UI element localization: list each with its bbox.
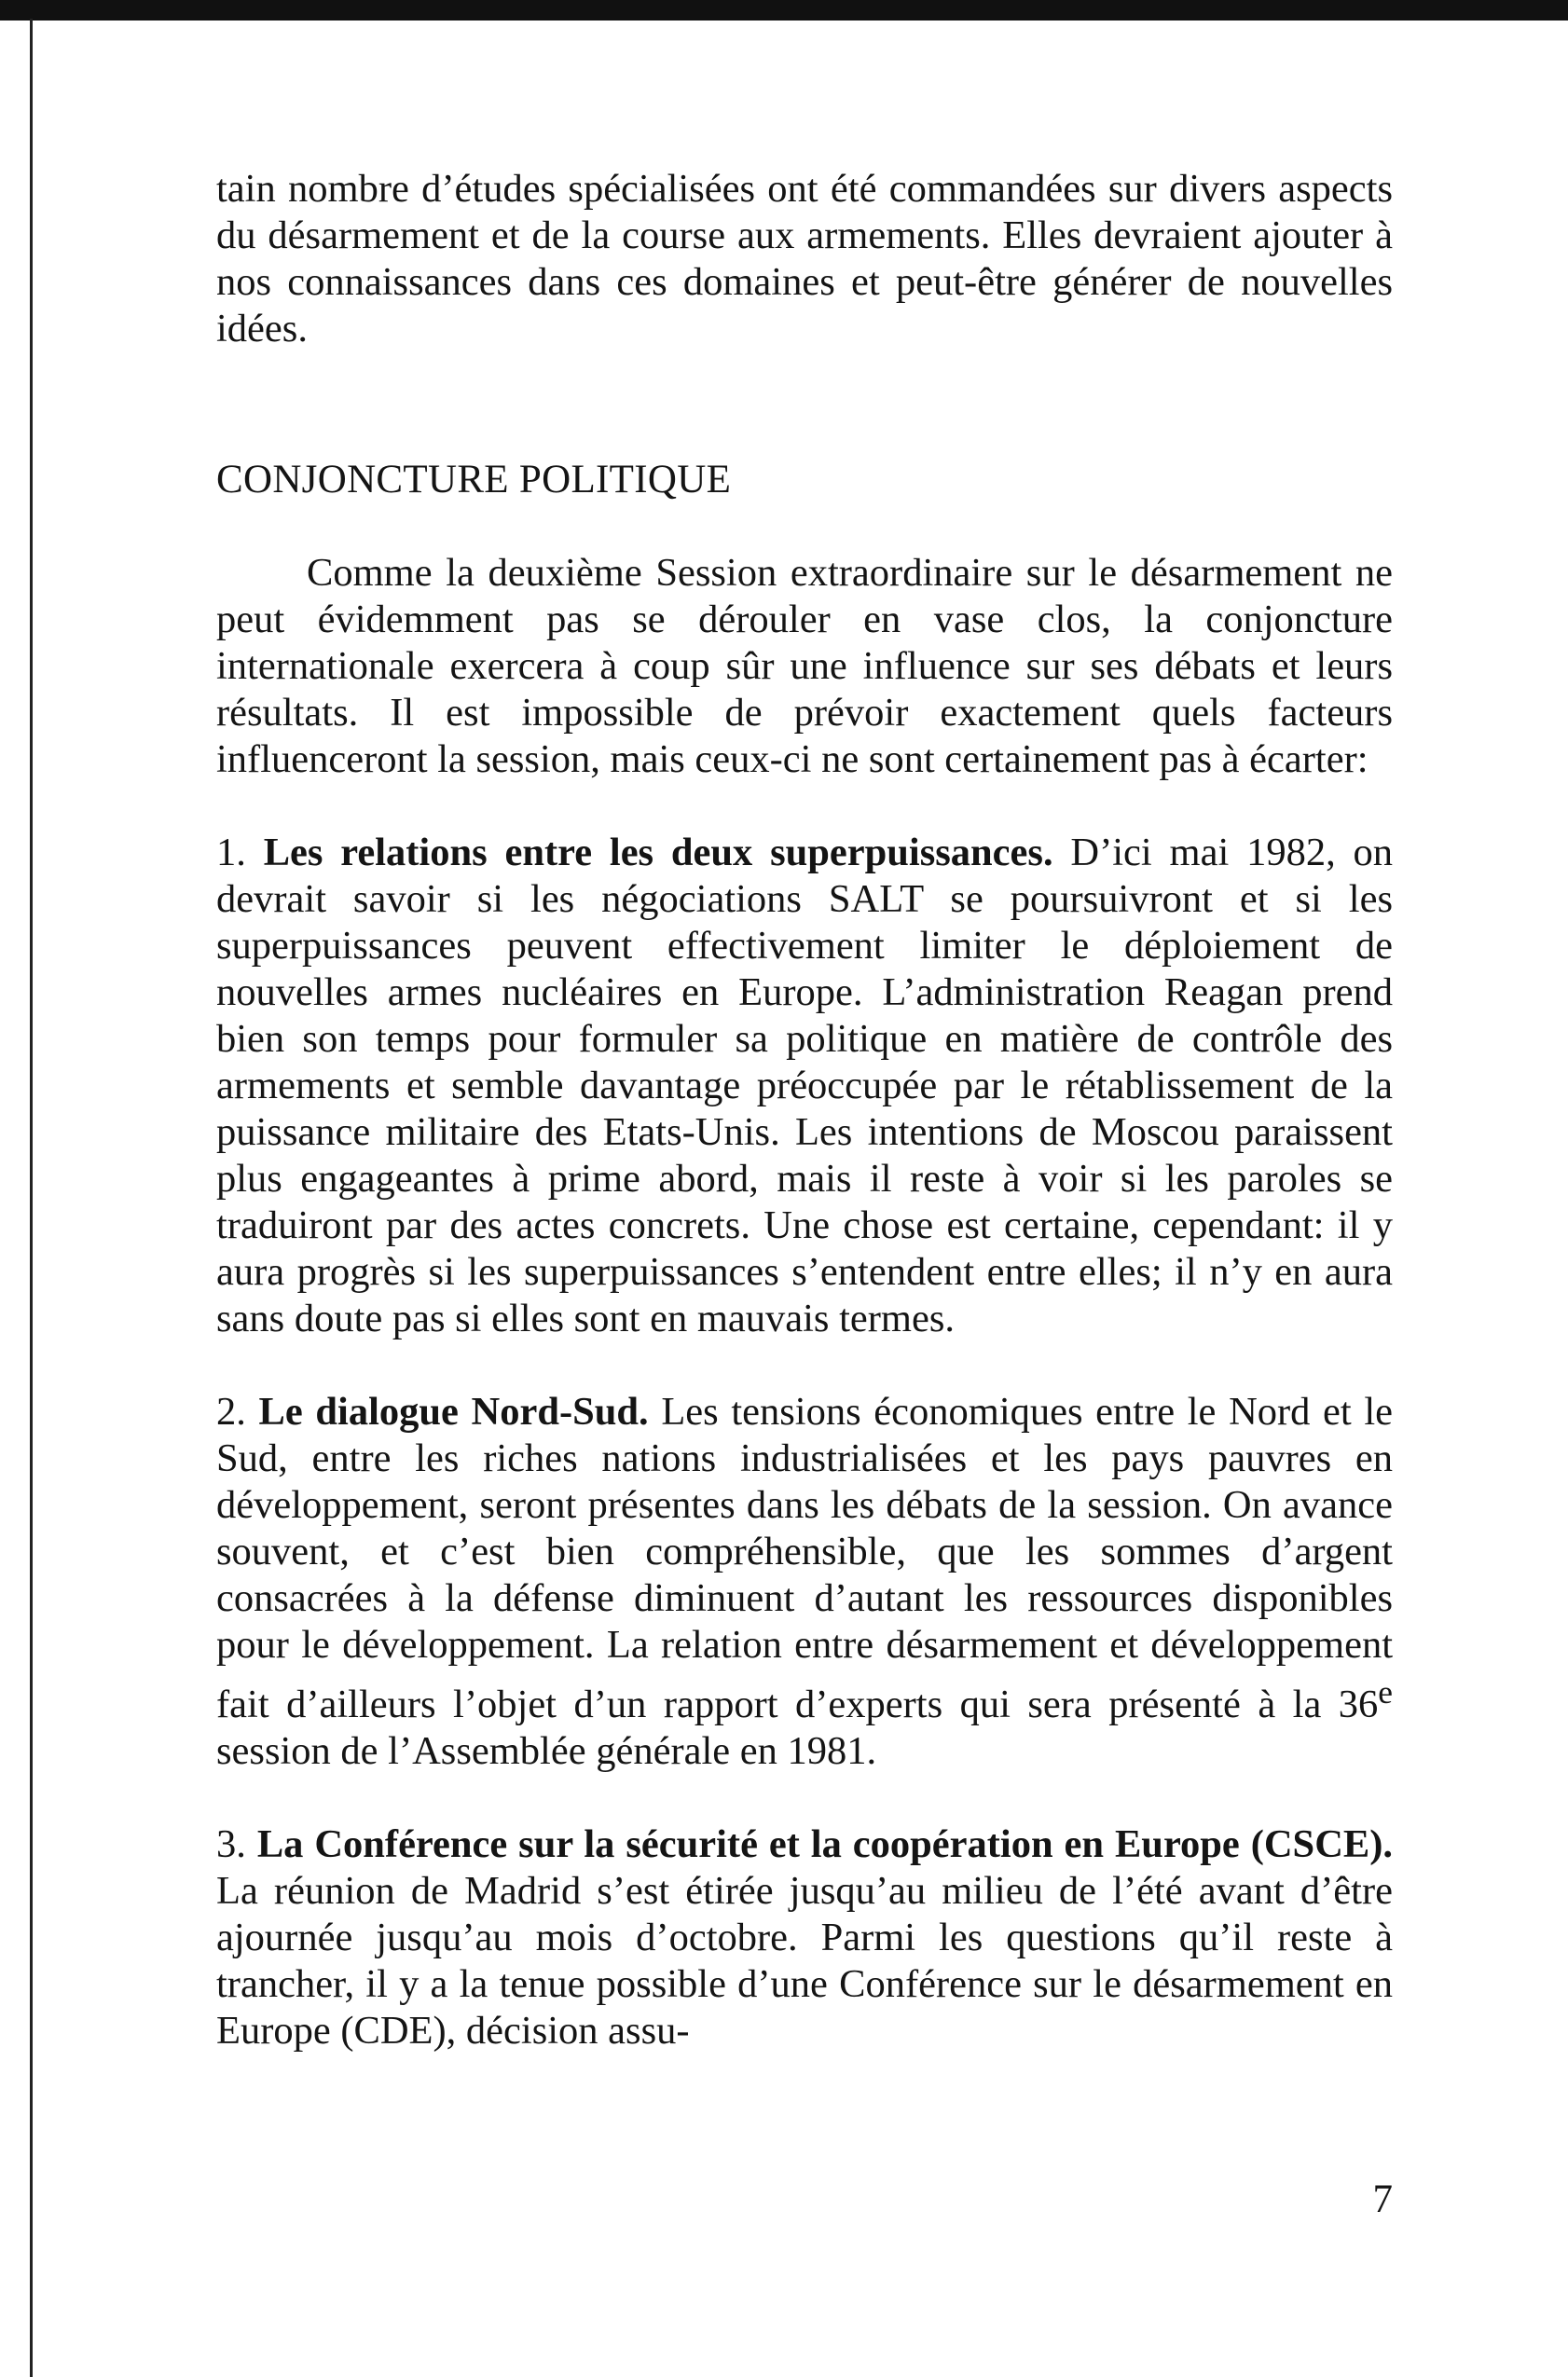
section-title: CONJONCTURE POLITIQUE <box>216 458 732 502</box>
list-item-1 <box>216 830 1393 1342</box>
section-paragraph: Comme la deuxième Session extraordinaire sur le désarmement ne peut évidemment pas se dérouler en vase clos, la conjoncture internationale exercera à coup sûr une influence sur ses débats et leurs résultats. Il est impossible de prévoir exactement quels facteurs influenceront la session, mais ceux-ci ne sont certainement pas à écarter: <box>216 551 1393 781</box>
item-text: La réunion de Madrid s’est étirée jusqu’au milieu de l’été avant d’être ajournée jusqu’au mois d’octobre. Parmi les questions qu’il reste à trancher, il y a la tenue possible d’une Conférence sur le désarmement en Europe (CDE), décision assu- <box>216 1869 1393 2054</box>
item-number: 1. <box>216 831 246 874</box>
scan-left-border <box>30 19 33 2377</box>
item-heading: Le dialogue Nord-Sud. <box>258 1390 649 1434</box>
superscript: e <box>1378 1673 1393 1711</box>
list-item-3 <box>216 1821 1393 2054</box>
intro-paragraph: tain nombre d’études spécialisées ont été commandées sur divers aspects du désarmement et de la course aux armements. Elles devraient ajouter à nos connaissances dans ces domaines et peut-être générer de nouvelles idées. <box>216 167 1393 350</box>
item-heading: Les relations entre les deux superpuissances. <box>263 831 1053 874</box>
scan-top-border <box>0 0 1568 21</box>
page-body <box>216 166 1393 2101</box>
item-heading: La Conférence sur la sécurité et la coopération en Europe (CSCE). <box>256 1822 1394 1867</box>
item-number: 2. <box>216 1390 246 1434</box>
item-text-end: session de l’Assemblée générale en 1981. <box>216 1729 877 1774</box>
item-text: D’ici mai 1982, on devrait savoir si les négociations SALT se poursuivront et si les superpuissances peuvent effectivement limiter le déploiement de nouvelles armes nucléaires en Europe. L’administration Reagan prend bien son temps pour formuler sa politique en matière de contrôle des armements et semble davantage préoccupée par le rétablissement de la puissance militaire des Etats-Unis. Les intentions de Moscou paraissent plus engageantes à prime abord, mais il reste à voir si les paroles se traduiront par des actes concrets. Une chose est certaine, cependant: il y aura progrès si les superpuissances s’entendent entre elles; il n’y en aura sans doute pas si elles sont en mauvais termes. <box>216 831 1393 1340</box>
list-item-2 <box>216 1389 1393 1775</box>
page-number: 7 <box>1372 2178 1393 2221</box>
item-number: 3. <box>216 1822 246 1867</box>
item-text: Les tensions économiques entre le Nord et le Sud, entre les riches nations industrialisées et les pays pauvres en développement, seront présentes dans les débats de la session. On avance souvent, et c’est bien compréhensible, que les sommes d’argent consacrées à la défense diminuent d’autant les ressources disponibles pour le développement. La relation entre désarmement et développement fait d’ailleurs l’objet d’un rapport d’experts qui sera présenté à la 36 <box>216 1390 1394 1727</box>
